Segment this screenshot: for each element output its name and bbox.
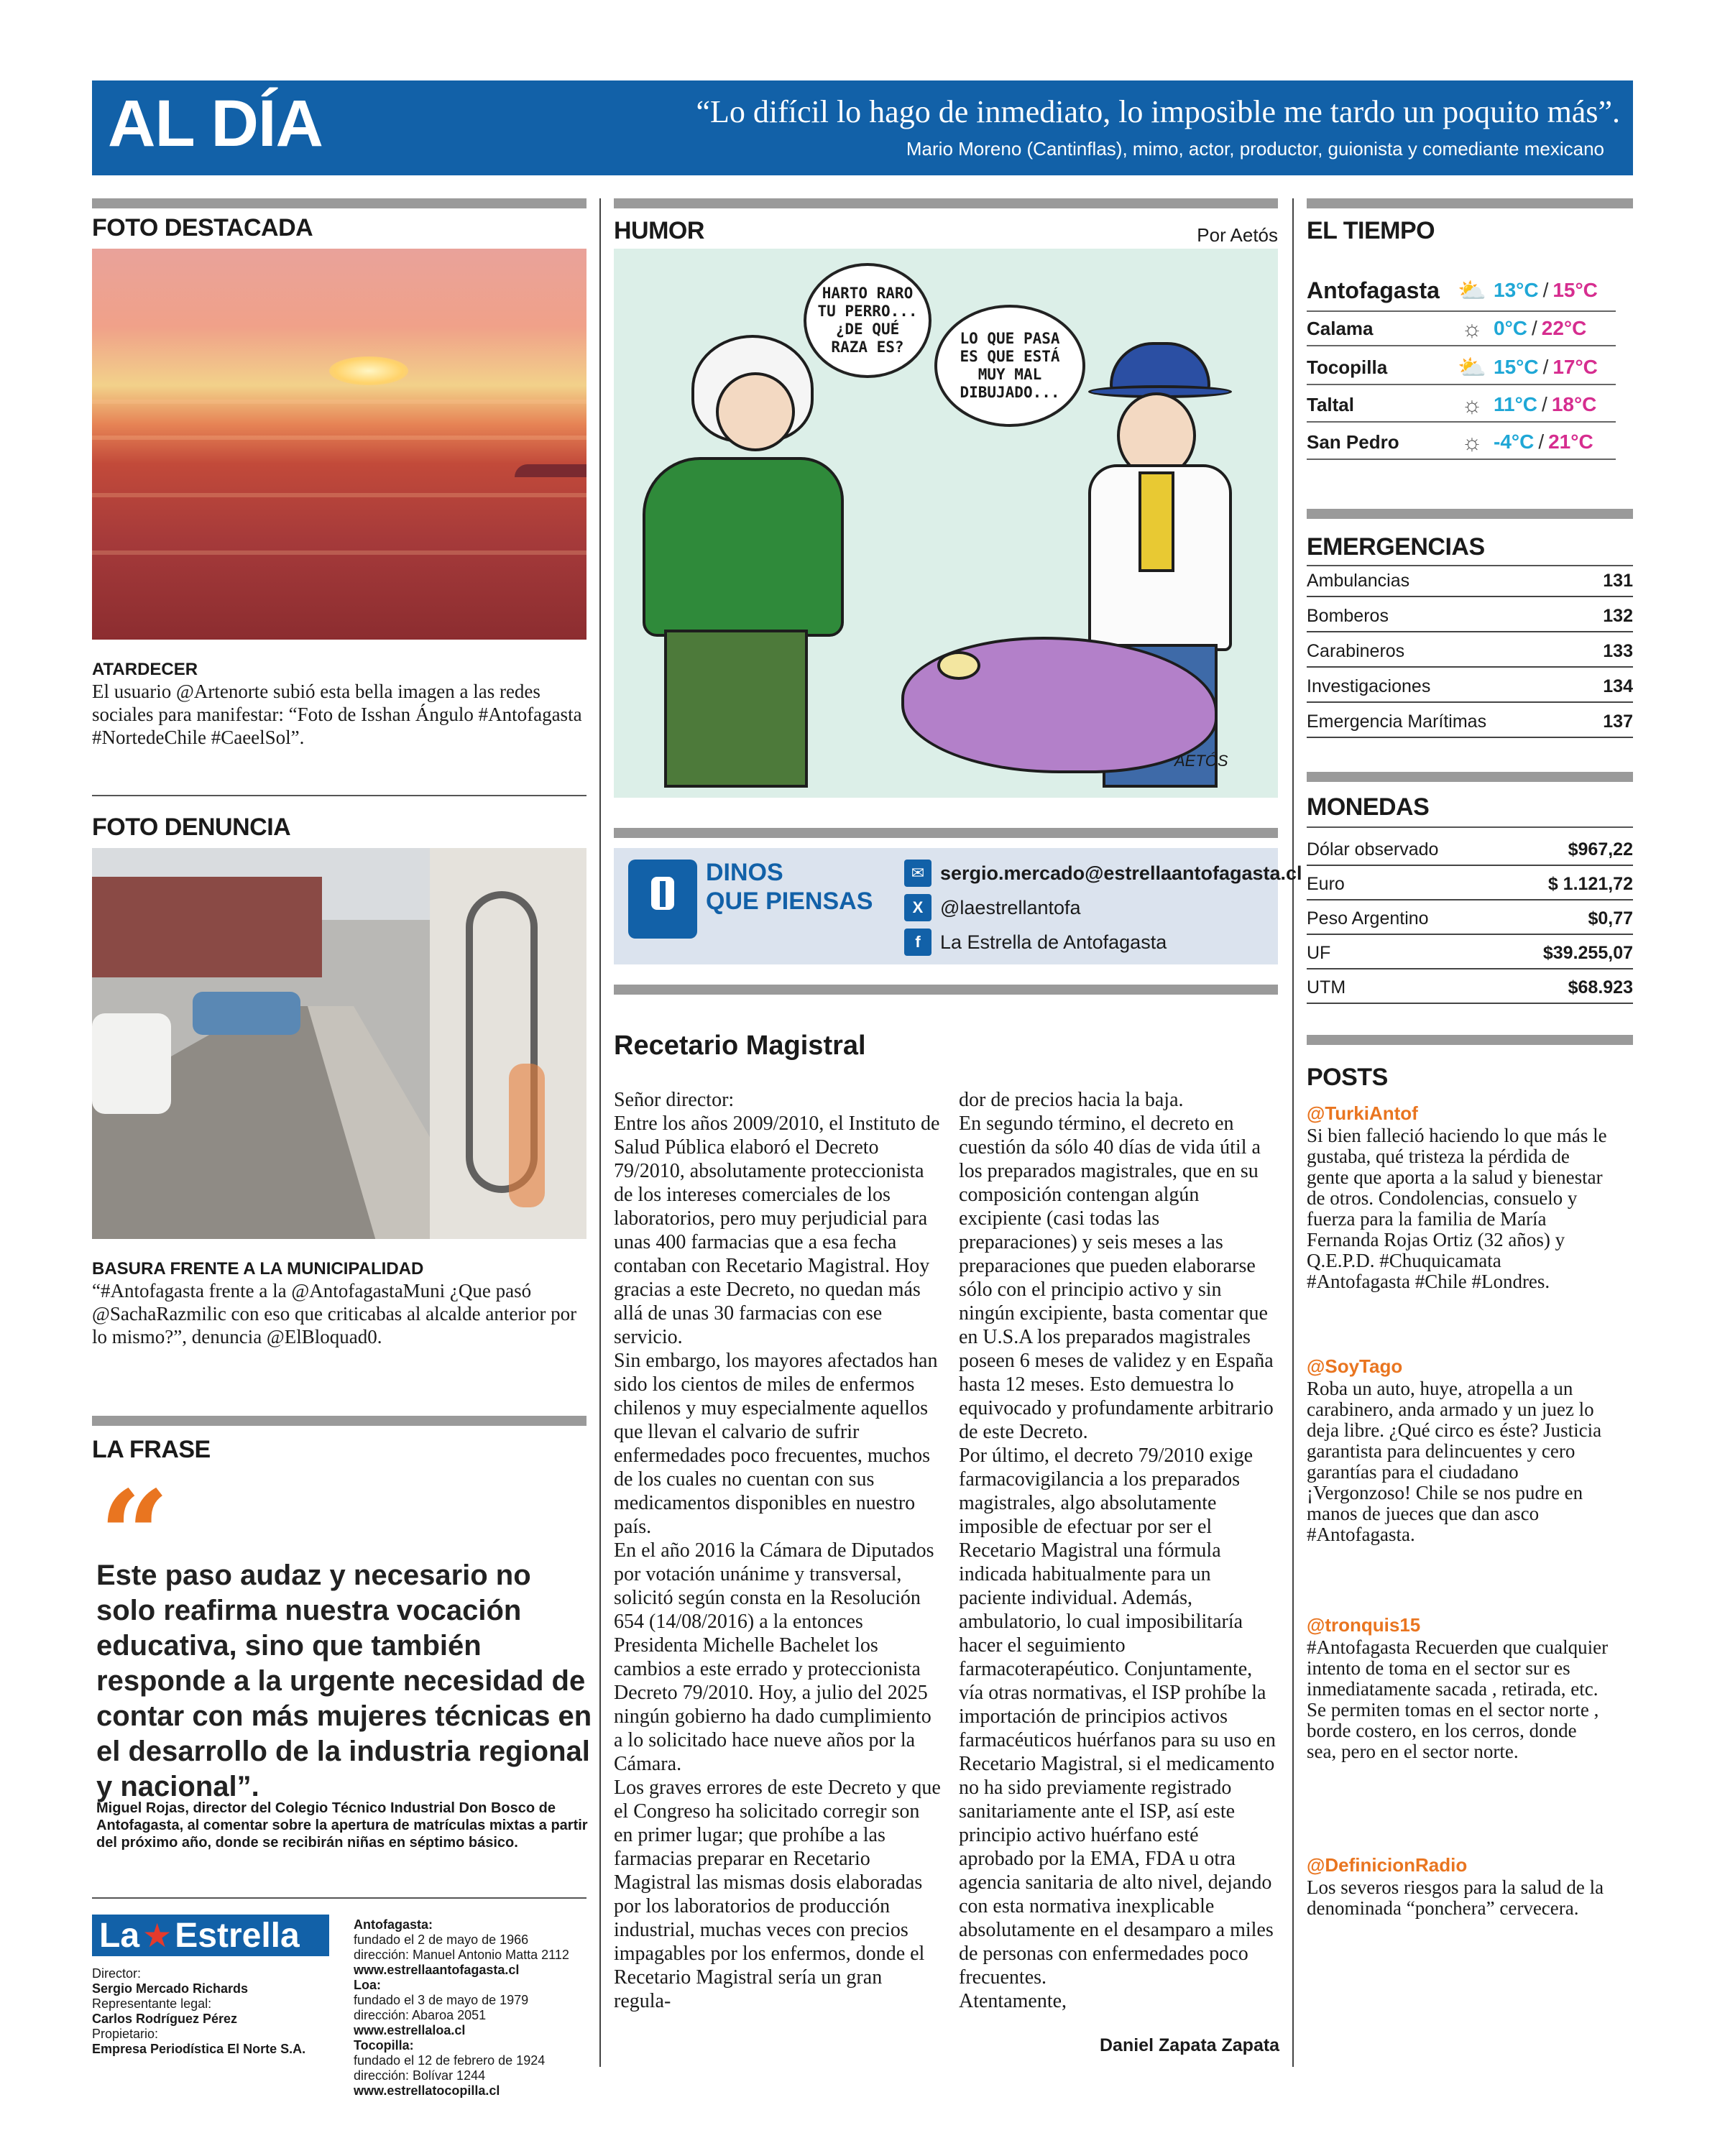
email-contact[interactable]: ✉ sergio.mercado@estrellaantofagasta.cl	[904, 860, 1302, 887]
letter-paragraph: En segundo término, el decreto en cuestión da sólo 40 días de vida útil a los preparados magistrales, que en su composición contengan algún excipiente (casi todas las preparaciones) y seis meses a las preparaciones que pueden elaborarse sólo con el principio activo y sin ningún excipiente, basta comentar que en U.S.A los preparados magistrales poseen 6 meses de validez y en España hasta 12 meses. Esto demuestra lo equivocado y profundamente arbitrario de este Decreto.	[959, 1112, 1274, 1443]
divider	[614, 198, 1278, 208]
divider	[92, 795, 586, 796]
section-title: AL DÍA	[108, 87, 323, 160]
weather-row	[1307, 388, 1616, 423]
weather-city: Calama	[1307, 317, 1374, 339]
currency-row-label: Dólar observado	[1307, 839, 1439, 860]
sun-cloud-icon: ☼	[1461, 391, 1483, 418]
emergency-row-value: 131	[1603, 571, 1633, 591]
emergency-row	[1307, 641, 1633, 668]
currency-row-label: UF	[1307, 943, 1331, 963]
emergency-row	[1307, 606, 1633, 632]
temp-max: 21°C	[1548, 430, 1593, 453]
banner-quote: “Lo difícil lo hago de inmediato, lo imposible me tardo un poquito más”.	[696, 94, 1620, 129]
emergency-row-value: 132	[1603, 606, 1633, 626]
dinos-que-piensas-box	[614, 848, 1302, 964]
emergency-row-label: Bomberos	[1307, 606, 1389, 626]
divider	[614, 828, 1278, 838]
sunset-photo	[92, 249, 586, 640]
post-text: Si bien falleció haciendo lo que más le gustaba, qué tristeza la pérdida de gente que aporta a la salud y bienestar de otros. Condolencias, consuelo y fuerza para la familia de María Fernanda Rojas Ortiz (32 años) y Q.E.P.D. #Chuquicamata #Antofagasta #Chile #Londres.	[1307, 1125, 1607, 1292]
currency-row-value: $ 1.121,72	[1547, 874, 1633, 894]
temp-separator: /	[1532, 317, 1537, 339]
temp-max: 17°C	[1552, 356, 1598, 378]
banner-quote-author: Mario Moreno (Cantinflas), mimo, actor, productor, guionista y comediante mexicano	[906, 138, 1604, 160]
divider	[92, 1897, 586, 1899]
currency-row	[1307, 874, 1633, 900]
letter-paragraph: Atentamente,	[959, 1990, 1067, 2012]
emergency-row-label: Investigaciones	[1307, 676, 1431, 696]
emergency-row	[1307, 676, 1633, 703]
emergency-row	[1307, 711, 1633, 738]
la-estrella-logo	[92, 1915, 329, 1956]
foto-destacada-heading: FOTO DESTACADA	[92, 214, 313, 241]
speech-bubble: LO QUE PASA ES QUE ESTÁ MUY MAL DIBUJADO...	[934, 305, 1085, 427]
currency-row-label: Euro	[1307, 874, 1345, 894]
temp-separator: /	[1538, 430, 1545, 453]
divider	[614, 985, 1278, 995]
letter-title: Recetario Magistral	[614, 1031, 866, 1061]
weather-city: Taltal	[1307, 393, 1354, 415]
posts-heading: POSTS	[1307, 1064, 1388, 1091]
letter-paragraph: Señor director:	[614, 1089, 735, 1111]
dinos-label: DINOS QUE PIENSAS	[706, 859, 873, 915]
currency-row-label: UTM	[1307, 977, 1346, 998]
masthead-editions: Antofagasta: fundado el 2 de mayo de 1966 dirección: Manuel Antonio Matta 2112 www.estrellaantofagasta.cl Loa: fundado el 3 de mayo de 1979 dirección: Abaroa 2051 www.estrellaloa.cl Tocopilla: fundado el 12 de febrero de 1924 dirección: Bolívar 1244 www.estrellatocopilla.cl	[354, 1917, 569, 2098]
currency-row	[1307, 943, 1633, 969]
letter-paragraph: Los graves errores de este Decreto y que el Congreso ha solicitado corregir son en primer lugar; que prohíbe a las farmacias preparar en Recetario Magistral las mismas dosis elaboradas por los laboratorios de producción industrial, muchas veces con precios impagables por los enfermos, donde el Recetario Magistral sería un gran regula-	[614, 1777, 941, 2012]
weather-row	[1307, 351, 1616, 385]
letter-signature: Daniel Zapata Zapata	[1100, 2035, 1280, 2055]
temp-separator: /	[1542, 356, 1549, 378]
masthead-staff: Director: Sergio Mercado Richards Representante legal: Carlos Rodríguez Pérez Propietario: Empresa Periodística El Norte S.A.	[92, 1966, 306, 2056]
currency-row-value: $39.255,07	[1542, 943, 1633, 963]
facebook-icon: f	[904, 929, 932, 956]
temp-min: 13°C	[1494, 279, 1539, 301]
caption-text: El usuario @Artenorte subió esta bella imagen a las redes sociales para manifestar: “Foto de Isshan Ángulo #Antofagasta #NortedeChile #CaeelSol”.	[92, 681, 582, 748]
sun-icon: ☼	[1461, 428, 1483, 455]
street-photo	[92, 848, 586, 1239]
post-handle[interactable]: @TurkiAntof	[1307, 1102, 1418, 1124]
currency-row-value: $967,22	[1568, 839, 1633, 860]
letter-paragraph: Sin embargo, los mayores afectados han sido los cientos de miles de enfermos chilenos y muy especialmente aquellos que llevan el calvario de sufrir enfermedades poco frecuentes, muchos de los cuales no cuentan con sus medicamentos disponibles en nuestro país.	[614, 1350, 938, 1538]
temp-separator: /	[1542, 279, 1549, 301]
temp-min: 0°C	[1494, 317, 1527, 339]
post-handle[interactable]: @DefinicionRadio	[1307, 1854, 1468, 1876]
humor-heading: HUMOR	[614, 217, 704, 244]
mail-icon: ✉	[904, 860, 932, 887]
weather-heading: EL TIEMPO	[1307, 217, 1435, 244]
column-divider	[1292, 198, 1294, 2067]
currency-row	[1307, 977, 1633, 1004]
la-frase-heading: LA FRASE	[92, 1436, 211, 1463]
logo-text: La	[99, 1916, 140, 1955]
letter-paragraph: dor de precios hacia la baja.	[959, 1089, 1184, 1111]
header-banner	[92, 80, 1633, 175]
caption-title: ATARDECER	[92, 660, 198, 679]
emergency-row-label: Emergencia Marítimas	[1307, 711, 1487, 732]
divider	[1307, 509, 1633, 519]
foto-denuncia-heading: FOTO DENUNCIA	[92, 814, 291, 841]
letter-column	[614, 1088, 942, 2013]
divider	[1307, 1035, 1633, 1045]
currency-row-label: Peso Argentino	[1307, 908, 1429, 929]
temp-min: -4°C	[1494, 430, 1535, 453]
letter-paragraph: En el año 2016 la Cámara de Diputados por votación unánime y transversal, solicitó según consta en la Resolución 654 (14/08/2016) a la entonces Presidenta Michelle Bachelet los cambios a este errado y proteccionista Decreto 79/2010. Hoy, a julio del 2025 ningún gobierno ha dado cumplimiento a lo solicitado hace nueve años por la Cámara.	[614, 1539, 934, 1775]
emergency-row-value: 137	[1603, 711, 1633, 732]
currency-row	[1307, 839, 1633, 866]
post-handle[interactable]: @SoyTago	[1307, 1355, 1403, 1377]
divider	[92, 198, 586, 208]
column-divider	[599, 198, 601, 2067]
caption-title: BASURA FRENTE A LA MUNICIPALIDAD	[92, 1259, 424, 1279]
partly-cloudy-icon: ⛅	[1458, 354, 1486, 380]
la-frase-quote: Este paso audaz y necesario no solo reafirma nuestra vocación educativa, sino que también responde a la urgente necesidad de contar con más mujeres técnicas en el desarrollo de la industria regional y nacional”.	[96, 1560, 592, 1802]
la-frase-cite: Miguel Rojas, director del Colegio Técnico Industrial Don Bosco de Antofagasta, al comentar sobre la apertura de matrículas mixtas a partir del próximo año, donde se recibirán niñas en séptimo básico.	[96, 1800, 588, 1851]
weather-city: Tocopilla	[1307, 356, 1388, 378]
humor-cartoon	[614, 249, 1278, 798]
caption-text: “#Antofagasta frente a la @AntofagastaMuni ¿Que pasó @SachaRazmilic con eso que criticabas al alcalde anterior por lo mismo?”, denuncia @ElBloquad0.	[92, 1280, 577, 1348]
logo-text: Estrella	[175, 1916, 300, 1955]
post-text: Los severos riesgos para la salud de la denominada “ponchera” cervecera.	[1307, 1876, 1604, 1919]
x-icon: X	[904, 894, 932, 921]
facebook-contact[interactable]: f La Estrella de Antofagasta	[904, 929, 1167, 956]
divider	[1307, 198, 1633, 208]
letter-paragraph: Entre los años 2009/2010, el Instituto de Salud Pública elaboró el Decreto 79/2010, absolutamente proteccionista de los intereses comerciales de los laboratorios, pero muy perjudicial para unas 400 farmacias que a esa fecha contaban con Recetario Magistral. Hoy gracias a este Decreto, no quedan más allá de unas 30 farmacias con ese servicio.	[614, 1112, 940, 1348]
quote-mark-icon: “	[99, 1464, 170, 1608]
temp-max: 15°C	[1552, 279, 1598, 301]
weather-row	[1307, 425, 1616, 460]
emergency-row-value: 133	[1603, 641, 1633, 661]
weather-row	[1307, 312, 1616, 346]
currency-row-value: $68.923	[1568, 977, 1633, 998]
temp-max: 18°C	[1551, 393, 1597, 415]
divider	[92, 1416, 586, 1426]
exclamation-icon	[628, 860, 697, 939]
partly-cloudy-icon: ⛅	[1458, 277, 1486, 303]
letter-column	[959, 1088, 1276, 2013]
letter-paragraph: Por último, el decreto 79/2010 exige farmacovigilancia a los preparados magistrales, algo absolutamente imposible de efectuar por ser el Recetario Magistral una fórmula indicada habitualmente para un paciente individual. Además, ambulatorio, lo cual imposibilitaría hacer el seguimiento farmacoterapéutico. Conjuntamente, vía otras normativas, el ISP prohíbe la importación de principios activos farmacéuticos huérfanos para su uso en Recetario Magistral, si el medicamento no ha sido previamente registrado sanitariamente ante el ISP, así este principio activo huérfano esté aprobado por la EMA, FDA u otra agencia sanitaria de alto nivel, dejando con esta normativa inexplicable absolutamente en el desamparo a miles de personas con enfermedades poco frecuentes.	[959, 1445, 1276, 1989]
weather-row	[1307, 270, 1616, 312]
currency-row-value: $0,77	[1588, 908, 1633, 929]
x-contact[interactable]: X @laestrellantofa	[904, 894, 1081, 921]
monedas-heading: MONEDAS	[1307, 793, 1430, 821]
post-text: #Antofagasta Recuerden que cualquier intento de toma en el sector sur es inmediatamente sacada , retirada, etc. Se permiten tomas en el sector norte , borde costero, en los cerros, donde sea, pero en el sector norte.	[1307, 1636, 1609, 1762]
post-handle[interactable]: @tronquis15	[1307, 1614, 1421, 1636]
emergency-row-label: Ambulancias	[1307, 571, 1410, 591]
sun-icon: ☼	[1461, 315, 1483, 341]
weather-city: Antofagasta	[1307, 277, 1440, 303]
star-icon: ★	[142, 1917, 172, 1954]
post-text: Roba un auto, huye, atropella a un carabinero, anda armado y un juez lo deja libre. ¿Qué circo es éste? Justicia garantista para delincuentes y cero garantías para el ciudadano ¡Vergonzoso! Chile se nos pudre en manos de jueces que dan asco #Antofagasta.	[1307, 1378, 1602, 1545]
temp-min: 15°C	[1494, 356, 1539, 378]
currency-row	[1307, 908, 1633, 935]
emergencias-heading: EMERGENCIAS	[1307, 533, 1485, 561]
emergency-row-value: 134	[1603, 676, 1633, 696]
temp-separator: /	[1542, 393, 1547, 415]
temp-min: 11°C	[1494, 393, 1538, 415]
weather-city: San Pedro	[1307, 430, 1399, 453]
humor-byline: Por Aetós	[1197, 224, 1278, 246]
emergency-row-label: Carabineros	[1307, 641, 1405, 661]
divider	[1307, 772, 1633, 782]
temp-max: 22°C	[1541, 317, 1587, 339]
cartoon-signature: AETÓS	[1174, 752, 1228, 770]
emergency-row	[1307, 571, 1633, 597]
speech-bubble: HARTO RARO TU PERRO... ¿DE QUÉ RAZA ES?	[804, 263, 932, 378]
